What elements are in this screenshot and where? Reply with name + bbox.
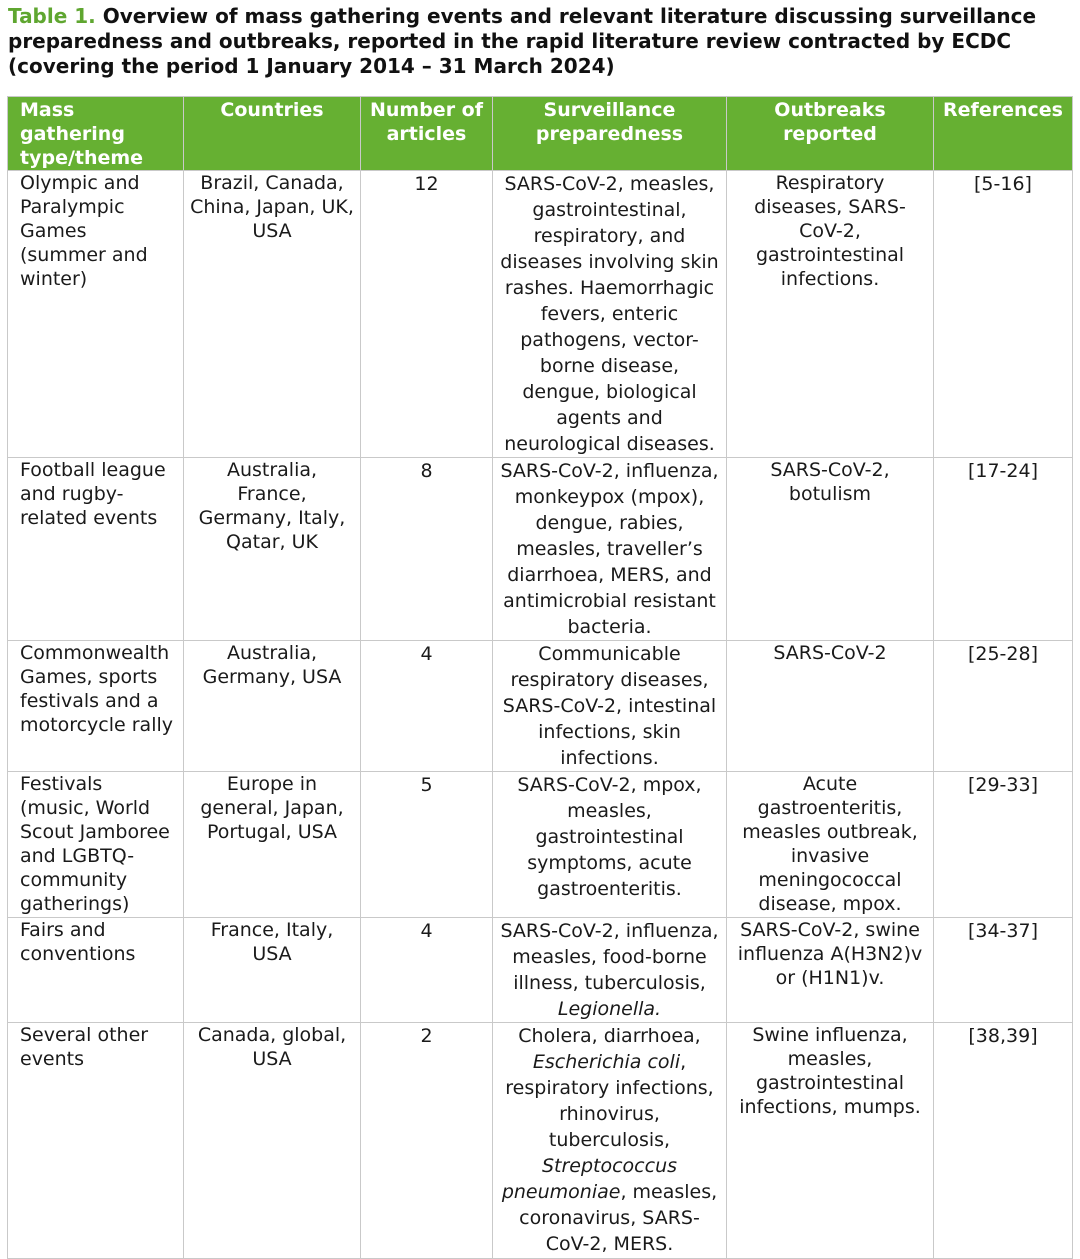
- header-references: References: [934, 97, 1073, 171]
- surveillance-species: Streptococcus pneumoniae: [501, 1155, 678, 1203]
- cell-references: [34-37]: [934, 918, 1073, 1023]
- cell-outbreaks: SARS-CoV-2, swine influenza A(H3N2)v or (H1N1)v.: [727, 918, 934, 1023]
- cell-articles: 5: [361, 772, 493, 918]
- cell-surveillance: SARS-CoV-2, mpox, measles, gastrointestinal symptoms, acute gastroenteritis.: [493, 772, 727, 918]
- table-row: [8, 918, 1073, 1023]
- header-surveillance: Surveillance preparedness: [493, 97, 727, 171]
- surveillance-species: Legionella.: [557, 998, 662, 1020]
- cell-references: [5-16]: [934, 171, 1073, 458]
- cell-references: [17-24]: [934, 458, 1073, 641]
- cell-outbreaks: Respiratory diseases, SARS-CoV-2, gastrointestinal infections.: [727, 171, 934, 458]
- cell-outbreaks: SARS-CoV-2, botulism: [727, 458, 934, 641]
- cell-type: Several other events: [8, 1023, 184, 1259]
- cell-outbreaks: Acute gastroenteritis, measles outbreak, invasive meningococcal disease, mpox.: [727, 772, 934, 918]
- surveillance-text: Cholera, diarrhoea,: [518, 1025, 701, 1047]
- cell-articles: 12: [361, 171, 493, 458]
- cell-type: Fairs and conventions: [8, 918, 184, 1023]
- cell-surveillance: [493, 1023, 727, 1259]
- cell-countries: Canada, global, USA: [184, 1023, 361, 1259]
- table-row: [8, 1023, 1073, 1259]
- cell-references: [38,39]: [934, 1023, 1073, 1259]
- table-row: [8, 458, 1073, 641]
- table-row: [8, 171, 1073, 458]
- cell-articles: 8: [361, 458, 493, 641]
- cell-type: Festivals (music, World Scout Jamboree and LGBTQ-community gatherings): [8, 772, 184, 918]
- cell-surveillance: SARS-CoV-2, measles, gastrointestinal, respiratory, and diseases involving skin rashes. Haemorrhagic fevers, enteric pathogens, vector-borne disease, dengue, biological agents and neurological diseases.: [493, 171, 727, 458]
- cell-articles: 4: [361, 918, 493, 1023]
- table-caption: [8, 4, 1072, 79]
- cell-references: [29-33]: [934, 772, 1073, 918]
- cell-countries: Australia, Germany, USA: [184, 641, 361, 772]
- header-type: Mass gathering type/theme: [8, 97, 184, 171]
- cell-articles: 4: [361, 641, 493, 772]
- cell-outbreaks: SARS-CoV-2: [727, 641, 934, 772]
- cell-surveillance: [493, 918, 727, 1023]
- surveillance-text: SARS-CoV-2, influenza, measles, food-borne illness, tuberculosis,: [500, 920, 719, 994]
- cell-outbreaks: Swine influenza, measles, gastrointestinal infections, mumps.: [727, 1023, 934, 1259]
- cell-type: Commonwealth Games, sports festivals and a motorcycle rally: [8, 641, 184, 772]
- cell-countries: Brazil, Canada, China, Japan, UK, USA: [184, 171, 361, 458]
- table-row: [8, 641, 1073, 772]
- cell-countries: Australia, France, Germany, Italy, Qatar, UK: [184, 458, 361, 641]
- cell-countries: Europe in general, Japan, Portugal, USA: [184, 772, 361, 918]
- events-table: [7, 96, 1073, 1259]
- cell-surveillance: Communicable respiratory diseases, SARS-CoV-2, intestinal infections, skin infections.: [493, 641, 727, 772]
- header-outbreaks: Outbreaks reported: [727, 97, 934, 171]
- cell-type: Football league and rugby-related events: [8, 458, 184, 641]
- cell-references: [25-28]: [934, 641, 1073, 772]
- cell-type: Olympic and Paralympic Games (summer and winter): [8, 171, 184, 458]
- header-countries: Countries: [184, 97, 361, 171]
- header-articles: Number of articles: [361, 97, 493, 171]
- surveillance-species: Escherichia coli: [532, 1051, 681, 1073]
- surveillance-text: , respiratory infections, rhinovirus, tuberculosis,: [505, 1051, 714, 1151]
- cell-surveillance: SARS-CoV-2, influenza, monkeypox (mpox), dengue, rabies, measles, traveller’s diarrhoea, MERS, and antimicrobial resistant bacteria.: [493, 458, 727, 641]
- cell-articles: 2: [361, 1023, 493, 1259]
- table-header-row: [8, 97, 1073, 171]
- surveillance-text: , measles, coronavirus, SARS-CoV-2, MERS.: [519, 1181, 718, 1255]
- caption-label: Table 1.: [8, 4, 96, 28]
- table-row: [8, 772, 1073, 918]
- caption-title: Overview of mass gathering events and relevant literature discussing surveillance preparedness and outbreaks, reported in the rapid literature review contracted by ECDC (covering the period 1 January 2014 – 31 March 2024): [8, 4, 1037, 78]
- cell-countries: France, Italy, USA: [184, 918, 361, 1023]
